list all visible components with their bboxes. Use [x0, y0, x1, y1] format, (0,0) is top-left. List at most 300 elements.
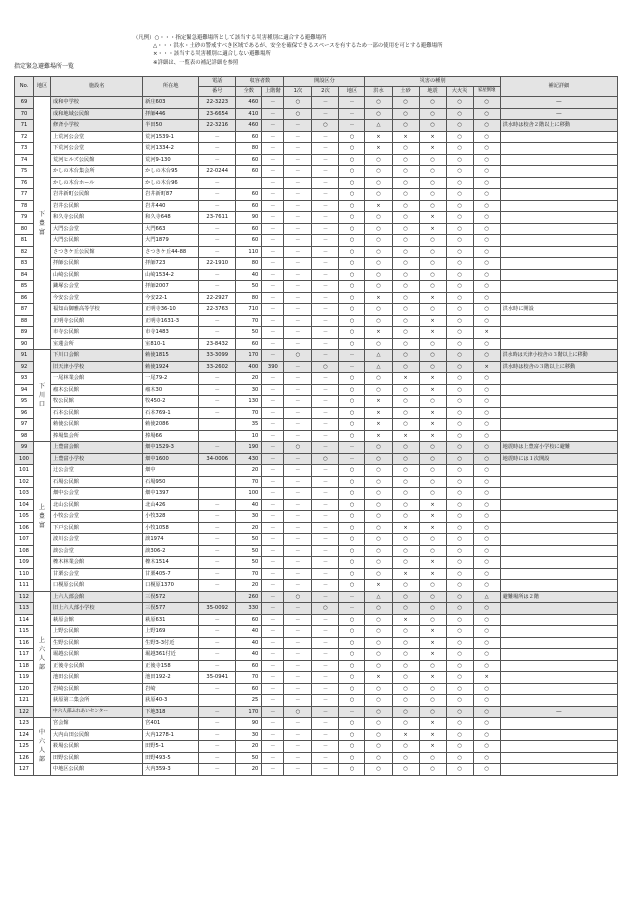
- legend-line: ※詳細は、一覧表の補記詳細を参照: [153, 59, 239, 66]
- cell-open-2: －: [312, 269, 339, 281]
- cell-open-district: ○: [339, 672, 365, 684]
- cell-total: 80: [236, 292, 262, 304]
- cell-flood: ○: [365, 304, 392, 316]
- cell-floor: －: [262, 511, 284, 523]
- cell-name: 岩井公民館: [51, 200, 143, 212]
- table-row: [15, 568, 618, 580]
- cell-notes: [500, 292, 617, 304]
- cell-no: 127: [15, 764, 34, 776]
- cell-flood: ○: [365, 212, 392, 224]
- cell-name: 山崎公民館: [51, 269, 143, 281]
- cell-address: 拝師2007: [143, 281, 199, 293]
- cell-landslide: ×: [392, 430, 419, 442]
- table-row: [15, 166, 618, 178]
- cell-flood: ○: [365, 453, 392, 465]
- cell-open-2: －: [312, 580, 339, 592]
- cell-notes: [500, 200, 617, 212]
- cell-open-2: ○: [312, 603, 339, 615]
- cell-floor: －: [262, 488, 284, 500]
- table-row: [15, 200, 618, 212]
- cell-notes: [500, 614, 617, 626]
- cell-floor: －: [262, 683, 284, 695]
- cell-total: 70: [236, 672, 262, 684]
- cell-notes: [500, 522, 617, 534]
- cell-name: 岩井新町公民館: [51, 189, 143, 201]
- table-row: [15, 614, 618, 626]
- cell-no: 98: [15, 430, 34, 442]
- cell-open-1: －: [284, 718, 312, 730]
- cell-notes: [500, 131, 617, 143]
- cell-open-2: －: [312, 718, 339, 730]
- cell-tel: －: [199, 143, 236, 155]
- cell-address: 萩原631: [143, 614, 199, 626]
- cell-open-district: ○: [339, 189, 365, 201]
- cell-earthquake: ×: [419, 315, 446, 327]
- cell-earthquake: ○: [419, 97, 446, 109]
- cell-flood: ○: [365, 637, 392, 649]
- cell-tel: －: [199, 534, 236, 546]
- cell-earthquake: ○: [419, 488, 446, 500]
- cell-total: 110: [236, 246, 262, 258]
- cell-no: 124: [15, 729, 34, 741]
- cell-collapse: ×: [473, 361, 500, 373]
- cell-landslide: ○: [392, 396, 419, 408]
- cell-no: 69: [15, 97, 34, 109]
- cell-address: 拝師446: [143, 108, 199, 120]
- cell-flood: ○: [365, 649, 392, 661]
- cell-flood: ○: [365, 683, 392, 695]
- cell-address: 和久寺648: [143, 212, 199, 224]
- cell-fire: ○: [446, 603, 473, 615]
- cell-floor: －: [262, 557, 284, 569]
- cell-tel: －: [199, 327, 236, 339]
- cell-fire: ○: [446, 683, 473, 695]
- cell-open-1: －: [284, 545, 312, 557]
- cell-open-district: ○: [339, 200, 365, 212]
- cell-earthquake: ○: [419, 764, 446, 776]
- cell-open-1: －: [284, 177, 312, 189]
- cell-name: 室蓮会所: [51, 338, 143, 350]
- cell-tel: 23-8432: [199, 338, 236, 350]
- cell-open-district: ○: [339, 614, 365, 626]
- cell-collapse: ○: [473, 626, 500, 638]
- cell-open-1: －: [284, 430, 312, 442]
- table-row: [15, 534, 618, 546]
- cell-notes: [500, 568, 617, 580]
- cell-notes: 避難場所は２階: [500, 591, 617, 603]
- cell-flood: ○: [365, 718, 392, 730]
- cell-address: 北山426: [143, 499, 199, 511]
- cell-landslide: ○: [392, 660, 419, 672]
- cell-collapse: ○: [473, 695, 500, 707]
- cell-no: 88: [15, 315, 34, 327]
- cell-open-district: ○: [339, 465, 365, 477]
- cell-open-1: －: [284, 246, 312, 258]
- cell-open-district: ○: [339, 534, 365, 546]
- cell-total: 60: [236, 614, 262, 626]
- cell-fire: ○: [446, 499, 473, 511]
- cell-flood: ×: [365, 419, 392, 431]
- cell-total: 60: [236, 166, 262, 178]
- cell-tel: －: [199, 729, 236, 741]
- header-address: 所在地: [143, 77, 199, 97]
- cell-earthquake: ×: [419, 511, 446, 523]
- cell-earthquake: ○: [419, 752, 446, 764]
- cell-open-2: －: [312, 292, 339, 304]
- cell-total: 30: [236, 384, 262, 396]
- cell-fire: ○: [446, 442, 473, 454]
- cell-flood: ○: [365, 315, 392, 327]
- cell-total: 50: [236, 327, 262, 339]
- cell-collapse: ○: [473, 488, 500, 500]
- cell-open-1: －: [284, 131, 312, 143]
- cell-fire: ○: [446, 281, 473, 293]
- cell-earthquake: ○: [419, 177, 446, 189]
- table-row: [15, 488, 618, 500]
- cell-no: 103: [15, 488, 34, 500]
- cell-floor: －: [262, 384, 284, 396]
- cell-no: 121: [15, 695, 34, 707]
- cell-open-1: －: [284, 764, 312, 776]
- cell-fire: ○: [446, 637, 473, 649]
- cell-flood: ○: [365, 384, 392, 396]
- cell-landslide: ○: [392, 649, 419, 661]
- cell-collapse: ○: [473, 281, 500, 293]
- cell-collapse: ○: [473, 131, 500, 143]
- cell-address: 石場950: [143, 476, 199, 488]
- cell-name: 生野公民館: [51, 637, 143, 649]
- cell-total: 70: [236, 315, 262, 327]
- cell-name: 萩原会館: [51, 614, 143, 626]
- cell-fire: ○: [446, 534, 473, 546]
- cell-landslide: ○: [392, 143, 419, 155]
- cell-tel: －: [199, 442, 236, 454]
- cell-name: 旧天津小学校: [51, 361, 143, 373]
- cell-notes: [500, 154, 617, 166]
- cell-name: 岩崎公民館: [51, 683, 143, 695]
- cell-open-2: －: [312, 200, 339, 212]
- cell-name: 修斉小学校: [51, 120, 143, 132]
- cell-no: 70: [15, 108, 34, 120]
- cell-fire: ○: [446, 177, 473, 189]
- cell-flood: ×: [365, 580, 392, 592]
- cell-fire: ○: [446, 545, 473, 557]
- cell-total: 460: [236, 97, 262, 109]
- cell-open-district: ○: [339, 568, 365, 580]
- cell-earthquake: ×: [419, 637, 446, 649]
- cell-flood: ×: [365, 407, 392, 419]
- header-open-district: 地区: [339, 87, 365, 97]
- cell-tel: [199, 430, 236, 442]
- cell-fire: ○: [446, 396, 473, 408]
- cell-address: 勅使2086: [143, 419, 199, 431]
- cell-total: 260: [236, 591, 262, 603]
- cell-tel: －: [199, 223, 236, 235]
- cell-open-1: －: [284, 269, 312, 281]
- cell-fire: ○: [446, 246, 473, 258]
- cell-fire: ○: [446, 97, 473, 109]
- cell-no: 111: [15, 580, 34, 592]
- cell-open-1: －: [284, 580, 312, 592]
- cell-name: 荒河ヒルズ公民館: [51, 154, 143, 166]
- cell-tel: －: [199, 511, 236, 523]
- cell-collapse: ○: [473, 269, 500, 281]
- cell-collapse: ×: [473, 327, 500, 339]
- cell-name: 畑中公会堂: [51, 488, 143, 500]
- cell-open-2: －: [312, 752, 339, 764]
- cell-open-1: －: [284, 660, 312, 672]
- cell-total: 25: [236, 695, 262, 707]
- cell-earthquake: ×: [419, 373, 446, 385]
- cell-notes: [500, 476, 617, 488]
- cell-flood: △: [365, 361, 392, 373]
- cell-notes: [500, 315, 617, 327]
- cell-landslide: ○: [392, 637, 419, 649]
- cell-landslide: ○: [392, 292, 419, 304]
- cell-open-2: －: [312, 177, 339, 189]
- table-row: [15, 212, 618, 224]
- cell-no: 97: [15, 419, 34, 431]
- cell-no: 109: [15, 557, 34, 569]
- cell-name: 北山公民館: [51, 499, 143, 511]
- cell-landslide: ×: [392, 522, 419, 534]
- cell-flood: ○: [365, 626, 392, 638]
- cell-earthquake: ○: [419, 545, 446, 557]
- cell-no: 123: [15, 718, 34, 730]
- cell-no: 82: [15, 246, 34, 258]
- cell-open-2: －: [312, 476, 339, 488]
- table-row: [15, 465, 618, 477]
- cell-collapse: ○: [473, 212, 500, 224]
- cell-open-district: ○: [339, 131, 365, 143]
- cell-open-1: ○: [284, 442, 312, 454]
- cell-address: 堀越361付近: [143, 649, 199, 661]
- cell-notes: [500, 143, 617, 155]
- cell-open-1: －: [284, 166, 312, 178]
- cell-earthquake: ○: [419, 614, 446, 626]
- cell-open-2: ○: [312, 453, 339, 465]
- cell-open-1: －: [284, 281, 312, 293]
- cell-earthquake: ○: [419, 235, 446, 247]
- cell-address: 小牧1058: [143, 522, 199, 534]
- cell-address: 畑中1397: [143, 488, 199, 500]
- cell-open-2: －: [312, 143, 339, 155]
- cell-name: 大門公会堂: [51, 223, 143, 235]
- cell-flood: ○: [365, 235, 392, 247]
- cell-address: かしの木台96: [143, 177, 199, 189]
- cell-open-district: ○: [339, 258, 365, 270]
- table-row: [15, 591, 618, 603]
- cell-notes: [500, 212, 617, 224]
- cell-total: 30: [236, 729, 262, 741]
- cell-floor: －: [262, 442, 284, 454]
- cell-open-1: －: [284, 235, 312, 247]
- cell-open-2: －: [312, 614, 339, 626]
- cell-no: 87: [15, 304, 34, 316]
- cell-open-1: －: [284, 522, 312, 534]
- cell-flood: ○: [365, 442, 392, 454]
- cell-total: 40: [236, 269, 262, 281]
- cell-open-1: －: [284, 407, 312, 419]
- cell-notes: [500, 511, 617, 523]
- cell-earthquake: ○: [419, 591, 446, 603]
- cell-notes: ―: [500, 97, 617, 109]
- cell-name: 福知山御雅高等学校: [51, 304, 143, 316]
- cell-address: 畑中1529-3: [143, 442, 199, 454]
- table-row: [15, 603, 618, 615]
- cell-name: さつきケ丘公民館: [51, 246, 143, 258]
- cell-open-2: －: [312, 522, 339, 534]
- cell-notes: 洪水時は天津小校舎の３階以上に移動: [500, 350, 617, 362]
- cell-no: 79: [15, 212, 34, 224]
- cell-collapse: ○: [473, 419, 500, 431]
- cell-total: 190: [236, 442, 262, 454]
- cell-total: 60: [236, 683, 262, 695]
- header-district: 地区: [34, 77, 51, 97]
- cell-collapse: ○: [473, 166, 500, 178]
- cell-open-2: －: [312, 350, 339, 362]
- cell-open-district: ○: [339, 292, 365, 304]
- cell-open-district: ○: [339, 752, 365, 764]
- cell-landslide: ○: [392, 304, 419, 316]
- cell-tel: －: [199, 177, 236, 189]
- cell-tel: －: [199, 718, 236, 730]
- cell-no: 93: [15, 373, 34, 385]
- cell-name: 市寺公民館: [51, 327, 143, 339]
- cell-name: 宮会館: [51, 718, 143, 730]
- table-row: [15, 407, 618, 419]
- cell-open-1: －: [284, 729, 312, 741]
- cell-landslide: ○: [392, 212, 419, 224]
- cell-open-1: ○: [284, 591, 312, 603]
- cell-flood: ○: [365, 465, 392, 477]
- cell-address: 檪木1514: [143, 557, 199, 569]
- cell-fire: ○: [446, 304, 473, 316]
- cell-open-2: －: [312, 683, 339, 695]
- cell-no: 100: [15, 453, 34, 465]
- cell-name: 小牧公会堂: [51, 511, 143, 523]
- cell-fire: ○: [446, 580, 473, 592]
- cell-open-1: －: [284, 476, 312, 488]
- cell-open-1: －: [284, 419, 312, 431]
- cell-name: 下川口会館: [51, 350, 143, 362]
- cell-open-district: ○: [339, 764, 365, 776]
- cell-earthquake: ×: [419, 419, 446, 431]
- cell-flood: ○: [365, 154, 392, 166]
- cell-name: 成和中学校: [51, 97, 143, 109]
- legend: [133, 34, 442, 67]
- cell-name: 上豊富小学校: [51, 453, 143, 465]
- cell-landslide: ×: [392, 729, 419, 741]
- cell-landslide: ○: [392, 361, 419, 373]
- cell-floor: －: [262, 419, 284, 431]
- cell-name: 牧公民館: [51, 396, 143, 408]
- cell-open-1: －: [284, 649, 312, 661]
- cell-landslide: ○: [392, 108, 419, 120]
- cell-open-district: ○: [339, 338, 365, 350]
- cell-name: 中六人部ふれあいセンター: [51, 706, 143, 718]
- cell-address: 室810-1: [143, 338, 199, 350]
- cell-total: 430: [236, 453, 262, 465]
- cell-notes: [500, 166, 617, 178]
- cell-fire: ○: [446, 315, 473, 327]
- cell-earthquake: ○: [419, 453, 446, 465]
- cell-name: 上豊富会館: [51, 442, 143, 454]
- table-row: [15, 649, 618, 661]
- cell-collapse: ○: [473, 97, 500, 109]
- cell-flood: ○: [365, 534, 392, 546]
- cell-open-district: ○: [339, 281, 365, 293]
- header-open-1: 1次: [284, 87, 312, 97]
- cell-collapse: ○: [473, 603, 500, 615]
- cell-floor: －: [262, 166, 284, 178]
- cell-notes: [500, 246, 617, 258]
- cell-flood: △: [365, 591, 392, 603]
- cell-earthquake: ×: [419, 292, 446, 304]
- table-row: [15, 131, 618, 143]
- cell-flood: ○: [365, 177, 392, 189]
- cell-name: 鋤塚公会堂: [51, 281, 143, 293]
- cell-address: 談306-2: [143, 545, 199, 557]
- cell-earthquake: ○: [419, 108, 446, 120]
- cell-address: 正明寺1631-3: [143, 315, 199, 327]
- cell-open-1: －: [284, 695, 312, 707]
- cell-total: 10: [236, 430, 262, 442]
- cell-address: 一尾79-2: [143, 373, 199, 385]
- cell-total: 40: [236, 626, 262, 638]
- cell-earthquake: ○: [419, 534, 446, 546]
- cell-landslide: ○: [392, 258, 419, 270]
- cell-open-district: －: [339, 97, 365, 109]
- table-row: [15, 292, 618, 304]
- cell-flood: ○: [365, 338, 392, 350]
- cell-address: 大内359-3: [143, 764, 199, 776]
- cell-landslide: ○: [392, 545, 419, 557]
- cell-tel: 23-7611: [199, 212, 236, 224]
- cell-no: 122: [15, 706, 34, 718]
- cell-flood: △: [365, 120, 392, 132]
- cell-tel: －: [199, 706, 236, 718]
- cell-no: 110: [15, 568, 34, 580]
- cell-collapse: ○: [473, 453, 500, 465]
- legend-line: ×・・・該当する災害種別に適合しない避難場所: [153, 51, 271, 58]
- cell-landslide: ○: [392, 120, 419, 132]
- cell-open-district: －: [339, 706, 365, 718]
- cell-total: 130: [236, 396, 262, 408]
- cell-address: 岩井新町87: [143, 189, 199, 201]
- cell-tel: －: [199, 522, 236, 534]
- cell-tel: [199, 695, 236, 707]
- cell-address: 瘤木30: [143, 384, 199, 396]
- cell-address: 三俣577: [143, 603, 199, 615]
- cell-collapse: ○: [473, 200, 500, 212]
- cell-no: 89: [15, 327, 34, 339]
- header-tel: 電話: [199, 77, 236, 87]
- cell-notes: [500, 557, 617, 569]
- cell-no: 106: [15, 522, 34, 534]
- cell-floor: －: [262, 453, 284, 465]
- cell-notes: [500, 534, 617, 546]
- cell-total: 410: [236, 108, 262, 120]
- cell-address: 岩井440: [143, 200, 199, 212]
- cell-tel: －: [199, 626, 236, 638]
- cell-fire: ○: [446, 476, 473, 488]
- cell-open-district: －: [339, 120, 365, 132]
- cell-address: 生野3-3付近: [143, 637, 199, 649]
- cell-flood: ×: [365, 143, 392, 155]
- cell-tel: －: [199, 131, 236, 143]
- cell-open-2: －: [312, 131, 339, 143]
